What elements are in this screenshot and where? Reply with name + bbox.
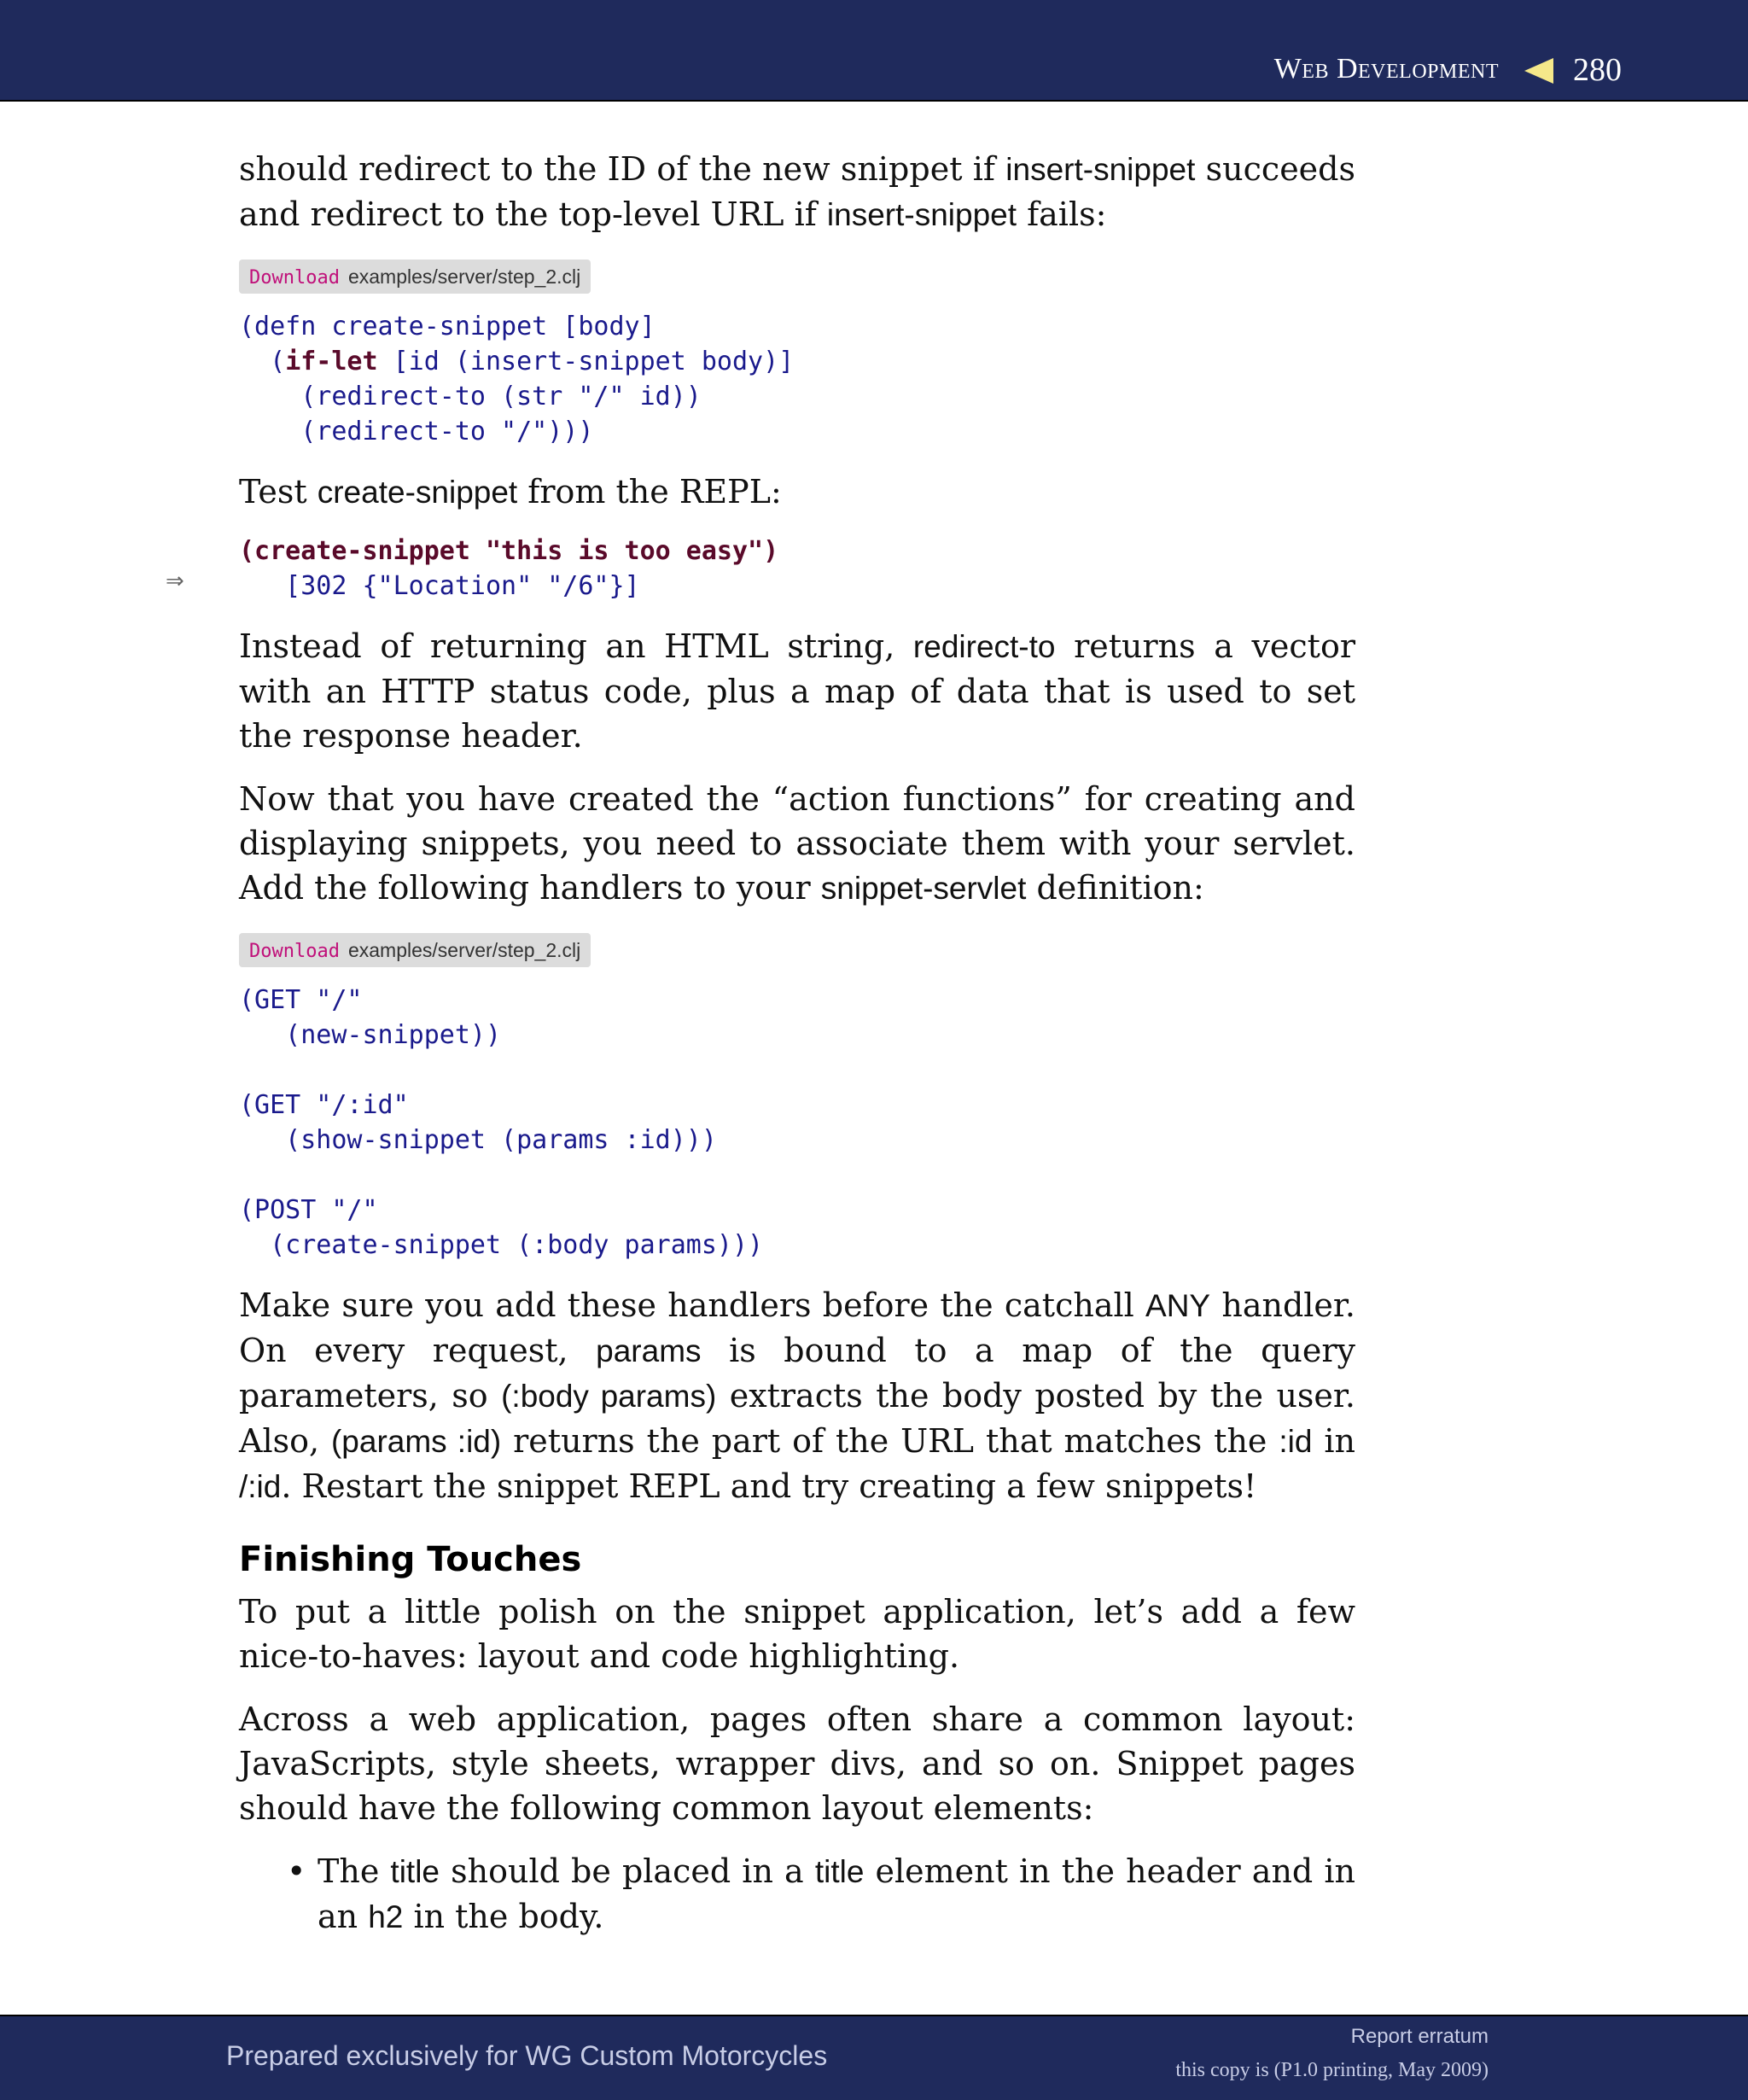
page-number: 280 <box>1573 52 1622 88</box>
paragraph-redirect-to: Instead of returning an HTML string, redirect-to returns a vector with an HTTP status code, plus a map of data that is used to set the response header. <box>239 627 1355 755</box>
code-block-create-snippet: (defn create-snippet [body] (if-let [id (insert-snippet body)] (redirect-to (str "/" id)) (redirect-to "/"))) <box>239 312 795 446</box>
bullet-list <box>239 1849 1355 1940</box>
download-bar <box>239 933 591 967</box>
paragraph-action-functions: Now that you have created the “action functions” for creating and displaying snippets, you need to associate them with your servlet. Add the following handlers to your snippet-servlet definition: <box>239 780 1355 907</box>
code-block-handlers: (GET "/" (new-snippet)) (GET "/:id" (show-snippet (params :id))) (POST "/" (create-snippet (:body params))) <box>239 985 764 1260</box>
prepared-for-text: Prepared exclusively for WG Custom Motorcycles <box>226 2040 828 2071</box>
repl-input: (create-snippet "this is too easy") <box>239 536 779 566</box>
download-path: examples/server/step_2.clj <box>347 265 581 288</box>
copy-info: this copy is (P1.0 printing, May 2009) <box>1175 2059 1489 2081</box>
previous-page-arrow-icon[interactable] <box>1524 58 1553 84</box>
download-link[interactable]: Download <box>249 267 340 289</box>
section-heading: Finishing Touches <box>239 1540 582 1579</box>
paragraph-handlers: Make sure you add these handlers before the catchall ANY handler. On every request, params is bound to a map of the query parameters, so (:body params) extracts the body posted by the user. Also, (params :id) returns the part of the URL that matches the :id in /:id. Restart the snippet REPL and try creating a few snippets! <box>239 1286 1355 1505</box>
paragraph-polish: To put a little polish on the snippet application, let’s add a few nice-to-haves: layout and code highlighting. <box>239 1593 1355 1675</box>
report-erratum-link[interactable]: Report erratum <box>1350 2025 1489 2048</box>
section-title: Web Development <box>1273 53 1499 85</box>
list-item: • The title should be placed in a title element in the header and in an h2 in the body. <box>318 1849 1355 1940</box>
repl-example <box>166 534 1355 604</box>
paragraph-layout: Across a web application, pages often share a common layout: JavaScripts, style sheets, wrapper divs, and so on. Snippet pages should have the following common layout elements: <box>239 1700 1355 1827</box>
download-path: examples/server/step_2.clj <box>347 939 581 961</box>
repl-output: [302 {"Location" "/6"}] <box>239 571 640 601</box>
page-header <box>0 0 1748 102</box>
page-footer <box>0 2015 1748 2100</box>
result-arrow-icon: ⇒ <box>166 569 184 594</box>
paragraph-redirect: should redirect to the ID of the new snippet if insert-snippet succeeds and redirect to the top-level URL if insert-snippet fails: <box>239 150 1356 233</box>
download-link[interactable]: Download <box>249 941 340 962</box>
download-bar <box>239 260 591 294</box>
page-content <box>166 147 1356 1940</box>
paragraph-test-repl: Test create-snippet from the REPL: <box>239 473 782 510</box>
